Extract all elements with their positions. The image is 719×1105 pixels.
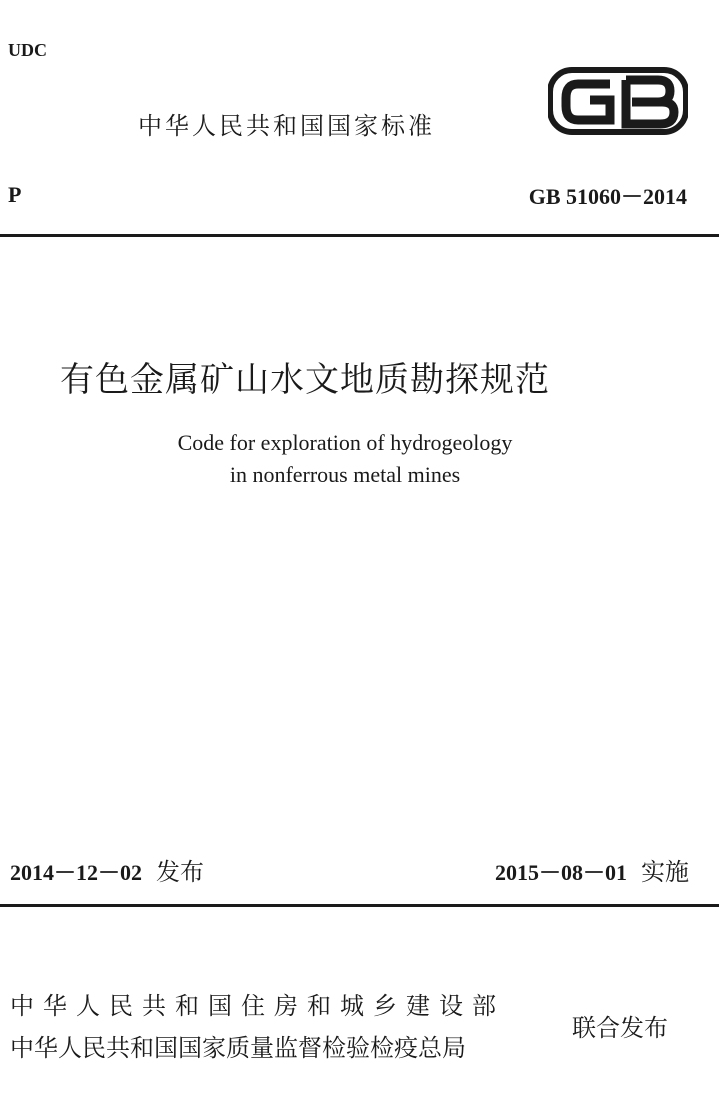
effective-label: 实施 xyxy=(641,858,689,886)
top-divider xyxy=(0,234,719,237)
effective-date: 2015－08－01 xyxy=(494,860,627,885)
issuer-ministry: 中华人民共和国住房和城乡建设部 xyxy=(10,992,505,1020)
effective-date-block xyxy=(495,852,689,887)
standard-number: GB 51060－2014 xyxy=(528,184,687,209)
title-chinese: 有色金属矿山水文地质勘探规范 xyxy=(60,360,550,400)
standard-type: 中华人民共和国国家标准 xyxy=(138,112,435,140)
title-english-line2: in nonferrous metal mines xyxy=(229,462,461,487)
udc-label: UDC xyxy=(8,40,47,60)
publish-date: 2014－12－02 xyxy=(10,860,143,885)
publish-label: 发布 xyxy=(156,858,205,886)
bottom-divider xyxy=(0,904,719,907)
gb-logo-icon xyxy=(548,66,688,136)
title-english-line1: Code for exploration of hydrogeology xyxy=(177,430,513,455)
issuer-aqsiq: 中华人民共和国国家质量监督检验检疫总局 xyxy=(10,1034,466,1062)
classification-code: P xyxy=(8,182,22,207)
publish-date-block xyxy=(10,852,204,887)
joint-issue-label: 联合发布 xyxy=(572,1014,668,1042)
